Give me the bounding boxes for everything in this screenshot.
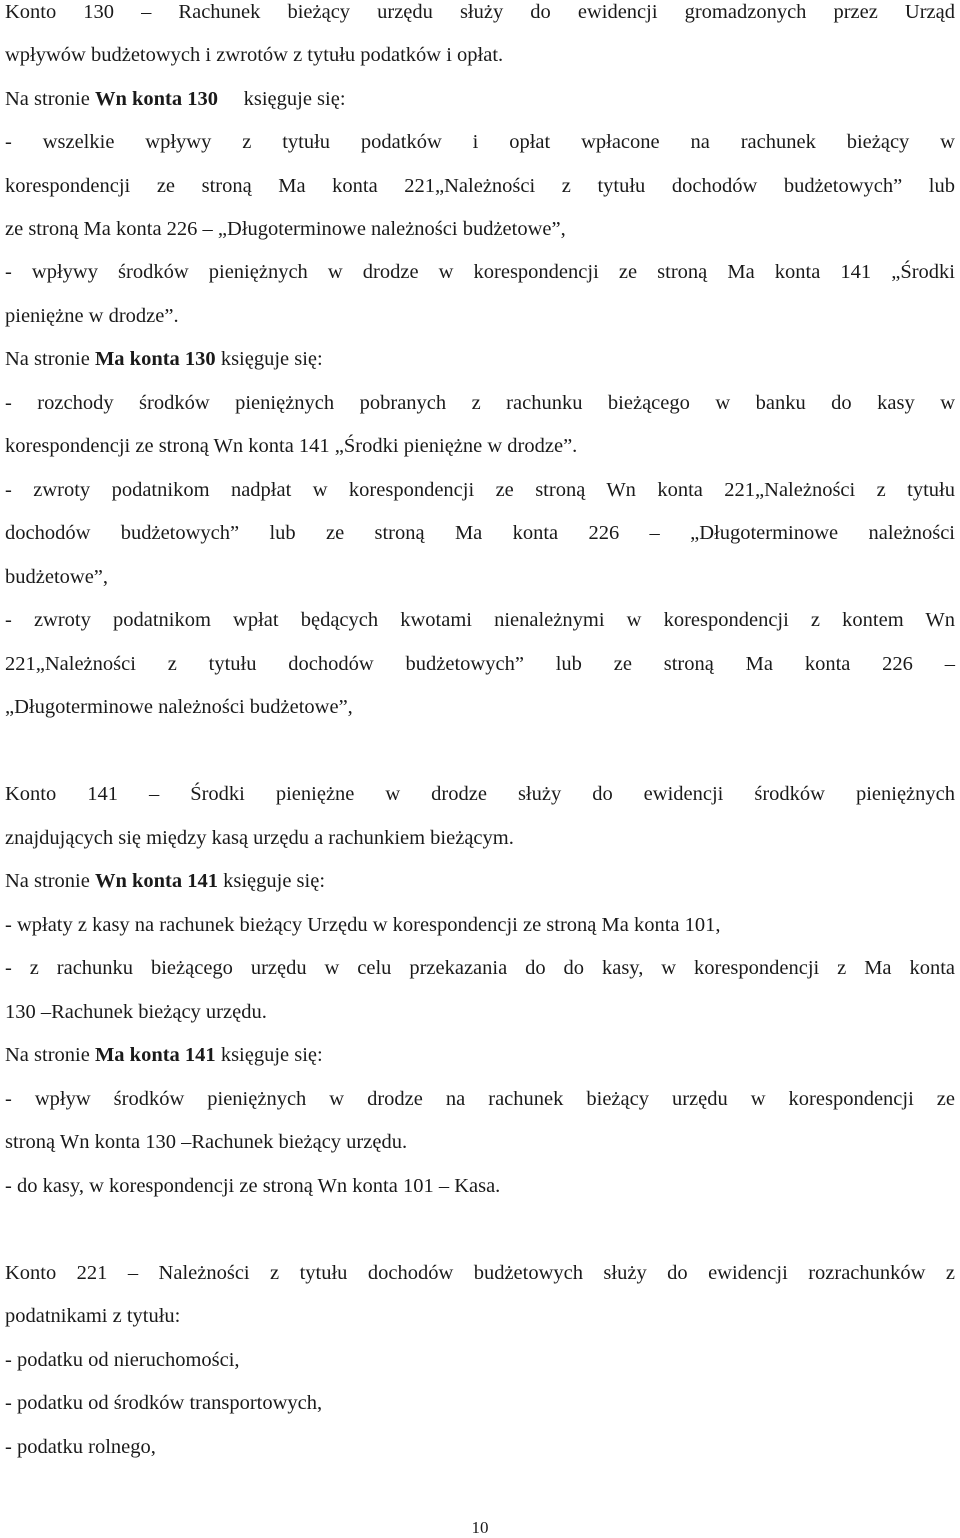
text-line: 221„Należności z tytułu dochodów budżetowych” lub ze stroną Ma konta 226 – [5,653,955,675]
text-line: Konto 141 – Środki pieniężne w drodze służy do ewidencji środków pieniężnych [5,783,955,805]
text-line: korespondencji ze stroną Ma konta 221„Należności z tytułu dochodów budżetowych” lub [5,175,955,197]
text-line: Konto 130 – Rachunek bieżący urzędu służy do ewidencji gromadzonych przez Urząd [5,1,955,23]
text-line: wpływów budżetowych i zwrotów z tytułu podatków i opłat. [5,44,504,66]
text-line: - do kasy, w korespondencji ze stroną Wn konta 101 – Kasa. [5,1175,501,1197]
page-number: 10 [471,1518,489,1537]
section-heading: Na stronie Ma konta 130 księguje się: [5,348,323,370]
text-line: podatnikami z tytułu: [5,1305,181,1327]
text-line: budżetowe”, [5,566,109,588]
list-item: - podatku od środków transportowych, [5,1392,323,1414]
text-line: ze stroną Ma konta 226 – „Długoterminowe należności budżetowe”, [5,218,566,240]
text-line: korespondencji ze stroną Wn konta 141 „Środki pieniężne w drodze”. [5,435,578,457]
text-line: dochodów budżetowych” lub ze stroną Ma konta 226 – „Długoterminowe należności [5,522,955,544]
list-item: - podatku od nieruchomości, [5,1349,240,1371]
text-line: - zwroty podatnikom wpłat będących kwotami nienależnymi w korespondencji z kontem Wn [5,609,955,631]
list-item: - podatku rolnego, [5,1436,156,1458]
text-line: - wszelkie wpływy z tytułu podatków i opłat wpłacone na rachunek bieżący w [5,131,955,153]
section-heading: Na stronie Ma konta 141 księguje się: [5,1044,323,1066]
text-line: znajdujących się między kasą urzędu a rachunkiem bieżącym. [5,827,514,849]
text-line: - rozchody środków pieniężnych pobranych z rachunku bieżącego w banku do kasy w [5,392,955,414]
text-line: - wpływ środków pieniężnych w drodze na rachunek bieżący urzędu w korespondencji ze [5,1088,955,1110]
text-line: stroną Wn konta 130 –Rachunek bieżący urzędu. [5,1131,408,1153]
text-line: - z rachunku bieżącego urzędu w celu przekazania do do kasy, w korespondencji z Ma konta [5,957,955,979]
section-heading: Na stronie Wn konta 130 księguje się: [5,88,346,110]
text-line: - wpływy środków pieniężnych w drodze w korespondencji ze stroną Ma konta 141 „Środki [5,261,955,283]
text-line: 130 –Rachunek bieżący urzędu. [5,1001,267,1023]
text-line: - wpłaty z kasy na rachunek bieżący Urzędu w korespondencji ze stroną Ma konta 101, [5,914,721,936]
text-line: Konto 221 – Należności z tytułu dochodów budżetowych służy do ewidencji rozrachunków z [5,1262,955,1284]
text-line: „Długoterminowe należności budżetowe”, [5,696,353,718]
section-heading: Na stronie Wn konta 141 księguje się: [5,870,326,892]
text-line: - zwroty podatnikom nadpłat w korespondencji ze stroną Wn konta 221„Należności z tytułu [5,479,955,501]
text-line: pieniężne w drodze”. [5,305,179,327]
